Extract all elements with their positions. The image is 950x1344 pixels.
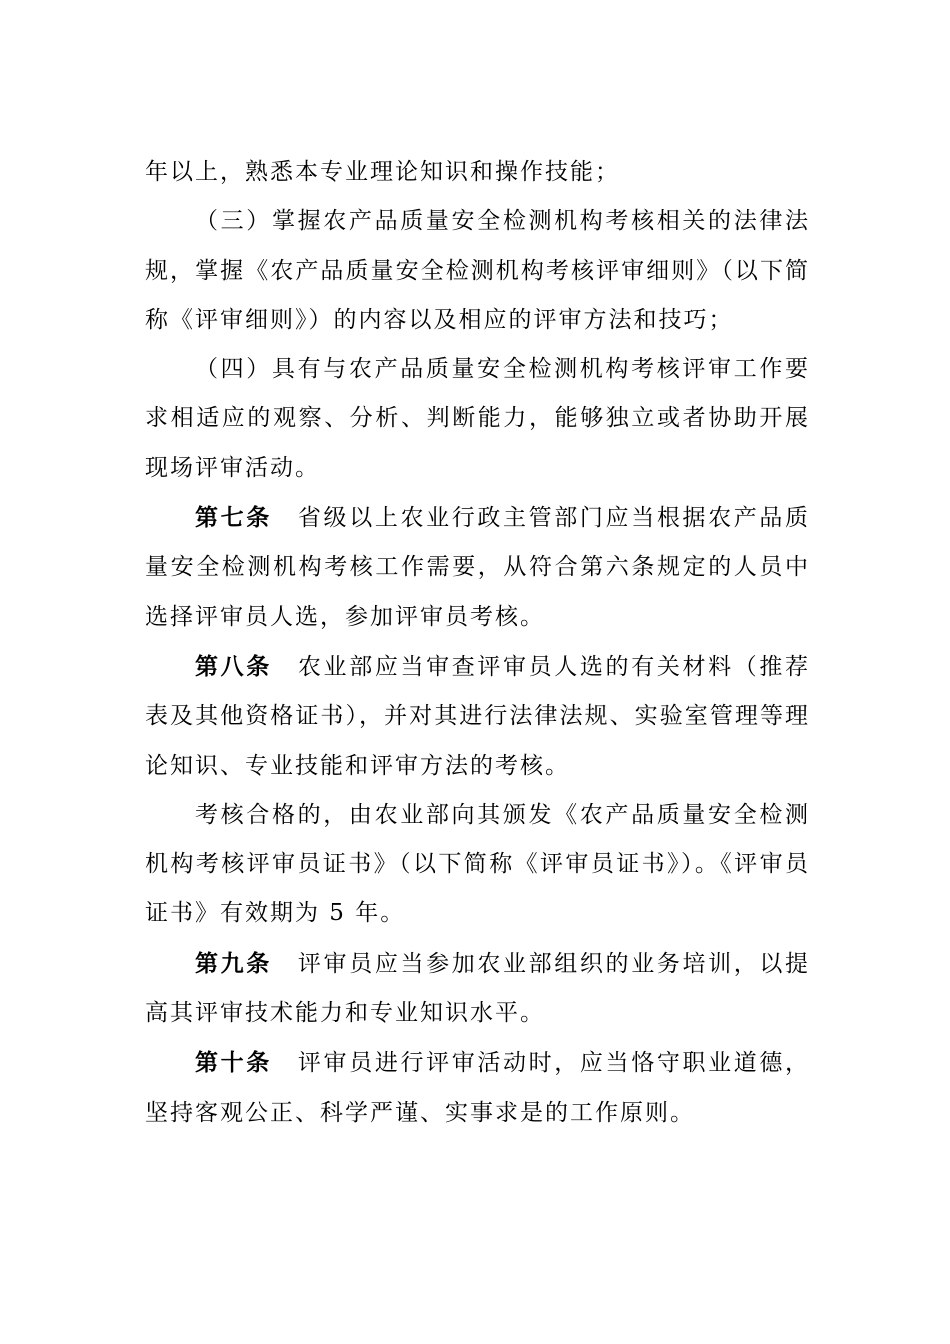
- paragraph-continued: [145, 148, 810, 197]
- article-9: [145, 939, 810, 1039]
- article-heading: 第七条: [195, 504, 272, 532]
- paragraph-text: （四）具有与农产品质量安全检测机构考核评审工作要求相适应的观察、分析、判断能力，能够独立或者协助开展现场评审活动。: [145, 356, 810, 481]
- paragraph-text: 考核合格的，由农业部向其颁发《农产品质量安全检测机构考核评审员证书》（以下简称《评审员证书》）。《评审员证书》有效期为 5 年。: [145, 801, 810, 927]
- article-10: [145, 1038, 810, 1138]
- article-text: 省级以上农业行政主管部门应当根据农产品质量安全检测机构考核工作需要，从符合第六条规定的人员中选择评审员人选，参加评审员考核。: [145, 505, 811, 630]
- article-heading: 第八条: [195, 652, 272, 680]
- paragraph-text: 年以上，熟悉本专业理论知识和操作技能；: [145, 159, 620, 185]
- document-page: [145, 148, 810, 1138]
- article-heading: 第十条: [195, 1049, 272, 1077]
- paragraph-item-4: [145, 345, 810, 493]
- article-text: 评审员应当参加农业部组织的业务培训，以提高其评审技术能力和专业知识水平。: [145, 950, 811, 1027]
- article-text: 评审员进行评审活动时，应当恪守职业道德，坚持客观公正、科学严谨、实事求是的工作原则。: [145, 1050, 811, 1126]
- paragraph-item-3: [145, 197, 810, 345]
- article-8-continued: [145, 791, 810, 939]
- article-7: [145, 493, 810, 642]
- article-text: 农业部应当审查评审员人选的有关材料（推荐表及其他资格证书），并对其进行法律法规、实验室管理等理论知识、专业技能和评审方法的考核。: [145, 653, 811, 779]
- article-heading: 第九条: [195, 949, 272, 977]
- paragraph-text: （三）掌握农产品质量安全检测机构考核相关的法律法规，掌握《农产品质量安全检测机构考核评审细则》（以下简称《评审细则》）的内容以及相应的评审方法和技巧；: [145, 208, 810, 333]
- article-8: [145, 642, 810, 791]
